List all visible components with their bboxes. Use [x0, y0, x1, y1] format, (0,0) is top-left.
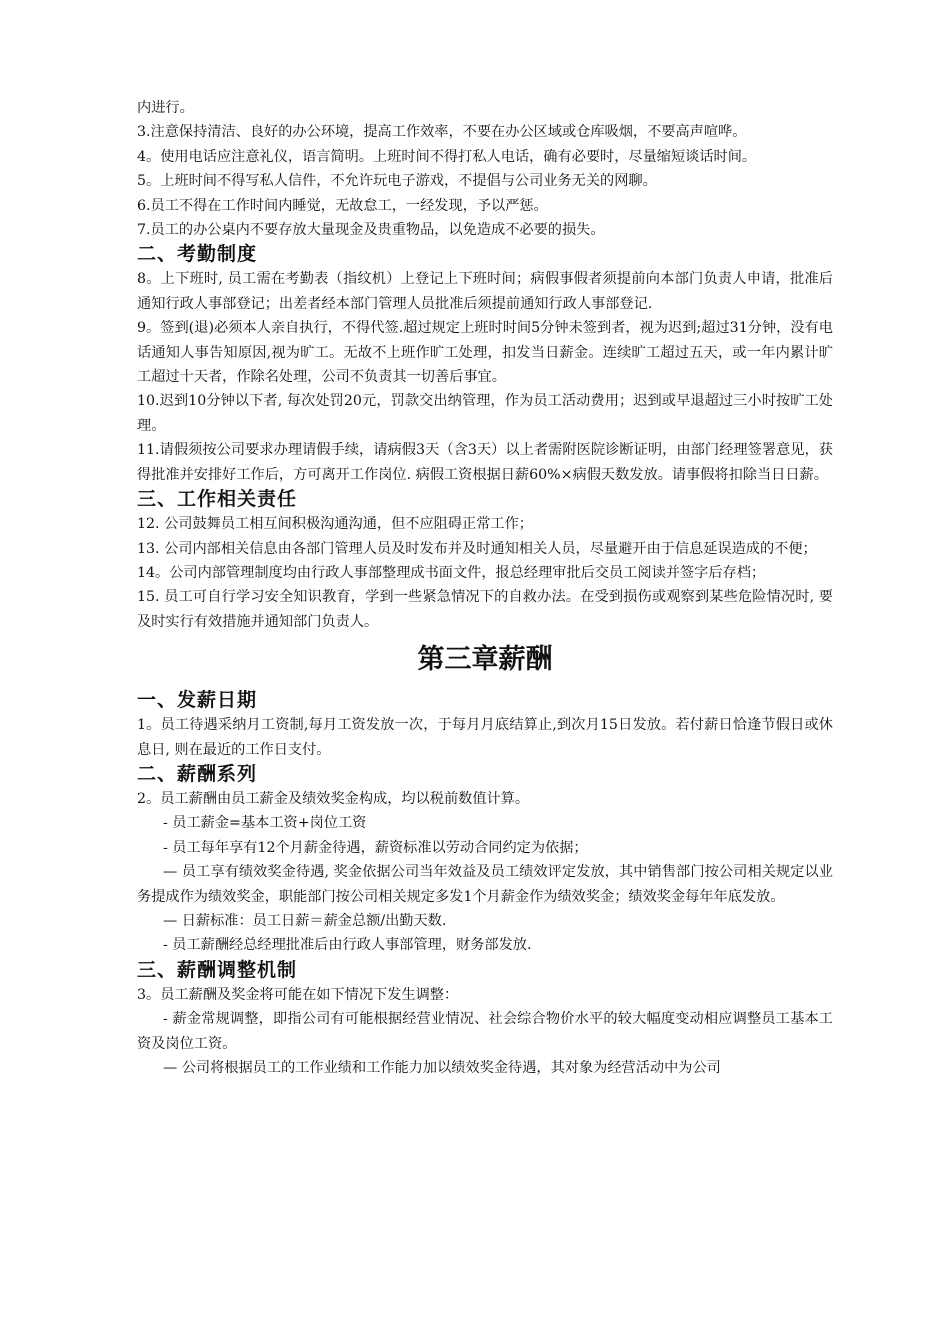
paragraph: 3.注意保持清洁、良好的办公环境，提高工作效率，不要在办公区域或仓库吸烟，不要高声喧哗。: [137, 124, 747, 141]
section-heading-attendance: 二、考勤制度: [137, 243, 258, 266]
paragraph: 7.员工的办公桌内不要存放大量现金及贵重物品，以免造成不必要的损失。: [137, 222, 605, 239]
paragraph: 14。公司内部管理制度均由行政人事部整理成书面文件，报总经理审批后交员工阅读并签字后存档；: [137, 564, 766, 581]
paragraph: 9。签到(退)必须本人亲自执行，不得代签.超过规定上班时时间5分钟未签到者，视为迟到;超过31分钟，没有电话通知人事告知原因,视为旷工。无故不上班作旷工处理，扣发当日薪金。连续旷工超过五天，或一年内累计旷工超过十天者，作除名处理，公司不负责其一切善后事宜。: [137, 320, 833, 386]
paragraph: 13. 公司内部相关信息由各部门管理人员及时发布并及时通知相关人员，尽量避开由于信息延误造成的不便；: [137, 540, 817, 557]
paragraph: 12. 公司鼓舞员工相互间积极沟通沟通，但不应阻碍正常工作；: [137, 516, 533, 533]
paragraph: 15. 员工可自行学习安全知识教育，学到一些紧急情况下的自救办法。在受到损伤或观察到某些危险情况时, 要及时实行有效措施并通知部门负责人。: [137, 589, 833, 630]
paragraph: 6.员工不得在工作时间内睡觉，无故怠工，一经发现，予以严惩。: [137, 197, 548, 214]
paragraph: 8。上下班时, 员工需在考勤表（指纹机）上登记上下班时间；病假事假者须提前向本部门负责人申请，批准后通知行政人事部登记；出差者经本部门管理人员批准后须提前通知行政人事部登记.: [137, 271, 833, 312]
paragraph: 2。员工薪酬由员工薪金及绩效奖金构成，均以税前数值计算。: [137, 790, 530, 807]
section-heading-duty: 三、工作相关责任: [137, 488, 298, 511]
chapter-title: 第三章薪酬: [417, 644, 553, 676]
document-page: [137, 96, 833, 1080]
list-item: — 公司将根据员工的工作业绩和工作能力加以绩效奖金待遇，其对象为经营活动中为公司: [163, 1060, 721, 1076]
list-item: - 薪金常规调整，即指公司有可能根据经营业情况、社会综合物价水平的较大幅度变动相应调整员工基本工资及岗位工资。: [137, 1011, 833, 1052]
section-heading-payday: 一、发薪日期: [137, 689, 258, 712]
list-item: — 日薪标准：员工日薪＝薪金总额/出勤天数.: [163, 912, 447, 929]
paragraph: 1。员工待遇采纳月工资制,每月工资发放一次，于每月月底结算止,到次月15日发放。若付薪日恰逢节假日或休息日, 则在最近的工作日支付。: [137, 717, 833, 758]
paragraph: 3。员工薪酬及奖金将可能在如下情况下发生调整：: [137, 986, 459, 1003]
paragraph: 10.迟到10分钟以下者, 每次处罚20元，罚款交出纳管理，作为员工活动费用；迟到或早退超过三小时按旷工处理。: [137, 393, 833, 434]
list-item: — 员工享有绩效奖金待遇, 奖金依据公司当年效益及员工绩效评定发放，其中销售部门按公司相关规定以业务提成作为绩效奖金，职能部门按公司相关规定多发1个月薪金作为绩效奖金；绩效奖金每年年底发放。: [137, 864, 833, 905]
list-item: - 员工每年享有12个月薪金待遇，薪资标准以劳动合同约定为依据；: [163, 839, 588, 856]
section-heading-series: 二、薪酬系列: [137, 762, 258, 785]
paragraph: 5。上班时间不得写私人信件，不允许玩电子游戏，不提倡与公司业务无关的网聊。: [137, 173, 657, 190]
list-item: - 员工薪金=基本工资+岗位工资: [163, 815, 367, 832]
paragraph: 11.请假须按公司要求办理请假手续，请病假3天（含3天）以上者需附医院诊断证明，由部门经理签署意见，获得批准并安排好工作后，方可离开工作岗位. 病假工资根据日薪60%×病假天数发放。请事假将扣除当日日薪。: [137, 442, 833, 483]
paragraph: 4。使用电话应注意礼仪，语言简明。上班时间不得打私人电话，确有必要时，尽量缩短谈话时间。: [137, 148, 757, 165]
paragraph: 内进行。: [137, 100, 194, 116]
list-item: - 员工薪酬经总经理批准后由行政人事部管理，财务部发放.: [163, 937, 532, 954]
section-heading-adjust: 三、薪酬调整机制: [137, 958, 298, 981]
